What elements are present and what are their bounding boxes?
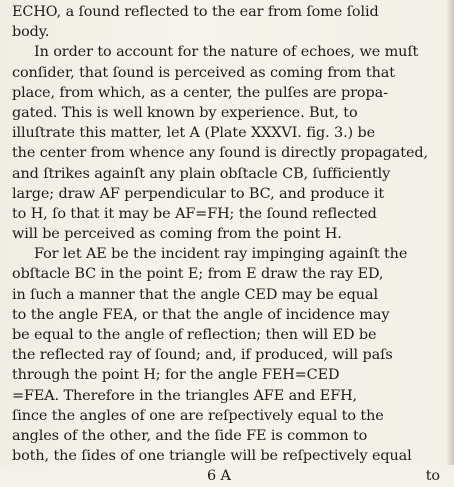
- text-line-9: and ſtrikes againſt any plain obſtacle CB, ſufficiently: [12, 165, 391, 182]
- text-line-3: In order to account for the nature of echoes, we muſt: [34, 44, 419, 61]
- text-line-23: both, the ſides of one triangle will be reſpectively equal: [12, 448, 412, 465]
- text-line-11: to H, ſo that it may be AF=FH; the ſound reflected: [12, 205, 377, 222]
- text-line-7: illuſtrate this matter, let A (Plate XXXVI. fig. 3.) be: [12, 125, 376, 142]
- text-line-17: be equal to the angle of reflection; then will ED be: [12, 327, 377, 343]
- text-line-15: in ſuch a manner that the angle CED may be equal: [12, 286, 378, 303]
- text-line-21: ſince the angles of one are reſpectively equal to the: [12, 407, 384, 424]
- text-line-4: conſider, that ſound is perceived as coming from that: [12, 64, 395, 81]
- text-line-14: obſtacle BC in the point E; from E draw the ray ED,: [12, 266, 384, 283]
- text-line-1: ECHO, a ſound reflected to the ear from ſome ſolid: [12, 4, 379, 20]
- text-line-18: the reflected ray of ſound; and, if produced, will paſs: [12, 347, 393, 364]
- text-line-5: place, from which, as a center, the pulſes are propa-: [12, 84, 388, 101]
- text-line-8: the center from whence any ſound is directly propagated,: [12, 145, 428, 162]
- text-line-6: gated. This is well known by experience. But, to: [12, 104, 358, 121]
- text-line-2: body.: [12, 24, 50, 41]
- text-line-22: angles of the other, and the ſide FE is common to: [12, 427, 368, 444]
- text-line-12: will be perceived as coming from the point H.: [12, 226, 342, 243]
- text-line-20: =FEA. Therefore in the triangles AFE and EFH,: [12, 387, 358, 404]
- text-line-13: For let AE be the incident ray impinging againſt the: [34, 246, 408, 263]
- page-footer: [12, 466, 446, 486]
- catchword: to: [425, 468, 440, 485]
- text-line-10: large; draw AF perpendicular to BC, and produce it: [12, 185, 385, 202]
- signature-mark: 6 A: [207, 468, 231, 485]
- text-line-16: to the angle FEA, or that the angle of incidence may: [12, 306, 390, 323]
- text-line-19: through the point H; for the angle FEH=CED: [12, 367, 340, 384]
